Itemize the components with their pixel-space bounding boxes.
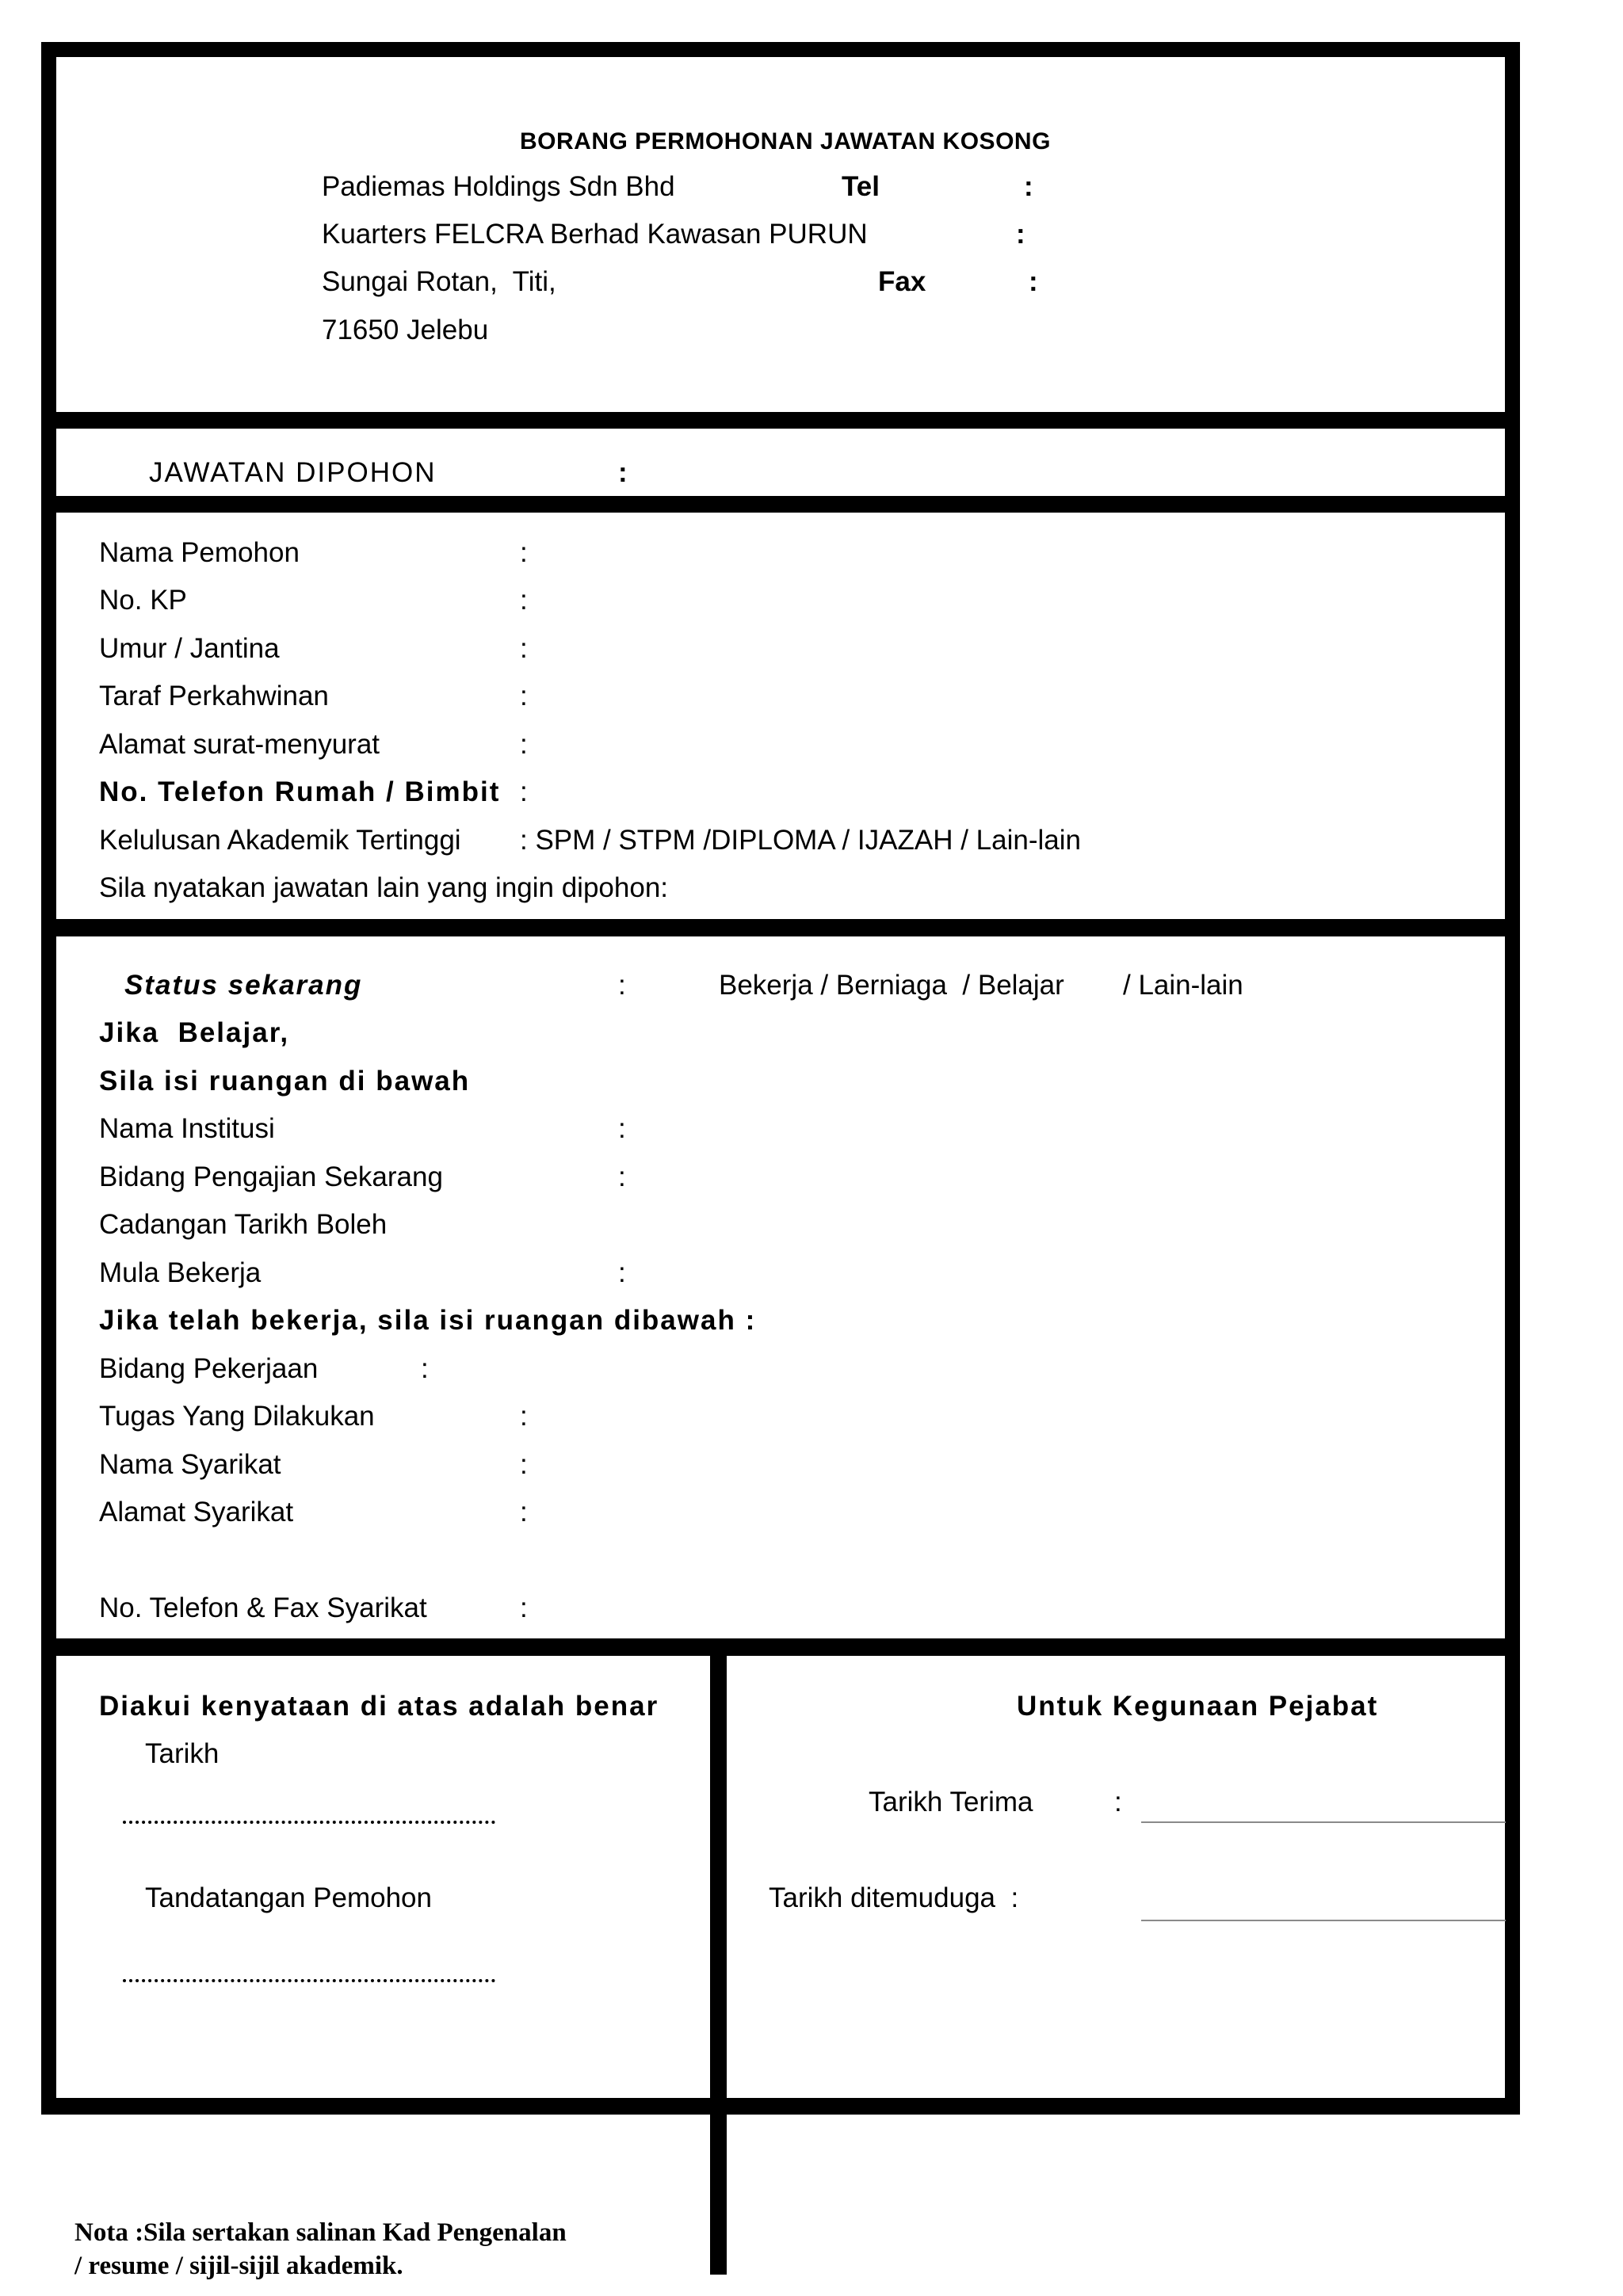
received-date-label: Tarikh Terima — [869, 1787, 1033, 1817]
institution-colon: : — [618, 1113, 626, 1144]
phone-colon: : — [520, 776, 528, 807]
company-name-colon: : — [520, 1449, 528, 1480]
start-date-label-2: Mula Bekerja — [99, 1257, 262, 1288]
phone-label: No. Telefon Rumah / Bimbit — [99, 776, 501, 807]
mailing-address-colon: : — [520, 729, 528, 760]
declaration-date-line — [123, 1821, 495, 1824]
age-gender-colon: : — [520, 633, 528, 664]
duties-label: Tugas Yang Dilakukan — [99, 1401, 375, 1432]
address-line-1: Kuarters FELCRA Berhad Kawasan PURUN — [322, 219, 868, 250]
marital-status-colon: : — [520, 681, 528, 711]
company-name-label: Nama Syarikat — [99, 1449, 281, 1480]
received-date-line — [1141, 1821, 1506, 1823]
company-address-label: Alamat Syarikat — [99, 1497, 294, 1527]
tel-label: Tel — [842, 171, 880, 202]
divider-status — [41, 1638, 1520, 1656]
other-position-prompt: Sila nyatakan jawatan lain yang ingin dipohon: — [99, 872, 669, 903]
frame-bottom — [41, 2098, 1520, 2115]
field-of-study-colon: : — [618, 1161, 626, 1192]
study-heading-2: Sila isi ruangan di bawah — [99, 1066, 471, 1097]
ic-number-colon: : — [520, 585, 528, 616]
address-colon: : — [1016, 219, 1025, 250]
signature-label: Tandatangan Pemohon — [145, 1882, 432, 1913]
company-phone-label: No. Telefon & Fax Syarikat — [99, 1592, 427, 1623]
work-heading: Jika telah bekerja, sila isi ruangan dibawah : — [99, 1305, 757, 1336]
divider-position — [41, 496, 1520, 513]
position-colon: : — [618, 457, 628, 488]
note-line-1: Nota :Sila sertakan salinan Kad Pengenalan — [74, 2218, 567, 2247]
divider-vertical — [710, 1638, 727, 2275]
signature-line — [123, 1979, 495, 1982]
position-label: JAWATAN DIPOHON — [149, 457, 437, 488]
address-line-2: Sungai Rotan, Titi, — [322, 266, 556, 297]
applicant-name-label: Nama Pemohon — [99, 537, 300, 568]
status-option-other: / Lain-lain — [1123, 970, 1243, 1001]
status-options: Bekerja / Berniaga / Belajar — [719, 970, 1064, 1001]
field-of-study-label: Bidang Pengajian Sekarang — [99, 1161, 443, 1192]
form-title: BORANG PERMOHONAN JAWATAN KOSONG — [520, 128, 1051, 154]
received-date-colon: : — [1114, 1787, 1122, 1817]
declaration-date-label: Tarikh — [145, 1738, 220, 1769]
start-date-label-1: Cadangan Tarikh Boleh — [99, 1209, 388, 1240]
age-gender-label: Umur / Jantina — [99, 633, 280, 664]
company-address-colon: : — [520, 1497, 528, 1527]
frame-left — [41, 42, 56, 2115]
address-line-3: 71650 Jelebu — [322, 315, 489, 345]
duties-colon: : — [520, 1401, 528, 1432]
job-field-label: Bidang Pekerjaan — [99, 1353, 319, 1384]
status-colon: : — [618, 970, 626, 1001]
status-label: Status sekarang — [124, 970, 363, 1001]
education-label: Kelulusan Akademik Tertinggi — [99, 825, 461, 856]
institution-label: Nama Institusi — [99, 1113, 275, 1144]
tel-colon: : — [1024, 171, 1033, 202]
marital-status-label: Taraf Perkahwinan — [99, 681, 329, 711]
company-phone-colon: : — [520, 1592, 528, 1623]
start-date-colon: : — [618, 1257, 626, 1288]
education-options: : SPM / STPM /DIPLOMA / IJAZAH / Lain-lain — [520, 825, 1081, 856]
office-heading: Untuk Kegunaan Pejabat — [1017, 1691, 1379, 1722]
job-field-colon: : — [421, 1353, 429, 1384]
frame-right — [1505, 42, 1520, 2115]
divider-applicant — [41, 919, 1520, 936]
declaration-heading: Diakui kenyataan di atas adalah benar — [99, 1691, 659, 1722]
note-line-2: / resume / sijil-sijil akademik. — [74, 2252, 403, 2280]
fax-colon: : — [1029, 266, 1038, 297]
company-name: Padiemas Holdings Sdn Bhd — [322, 171, 675, 202]
divider-header — [41, 412, 1520, 429]
ic-number-label: No. KP — [99, 585, 187, 616]
applicant-name-colon: : — [520, 537, 528, 568]
frame-top — [41, 42, 1520, 57]
interview-date-line — [1141, 1920, 1506, 1921]
study-heading-1: Jika Belajar, — [99, 1017, 290, 1048]
fax-label: Fax — [878, 266, 926, 297]
mailing-address-label: Alamat surat-menyurat — [99, 729, 380, 760]
interview-date-label: Tarikh ditemuduga : — [769, 1882, 1019, 1913]
